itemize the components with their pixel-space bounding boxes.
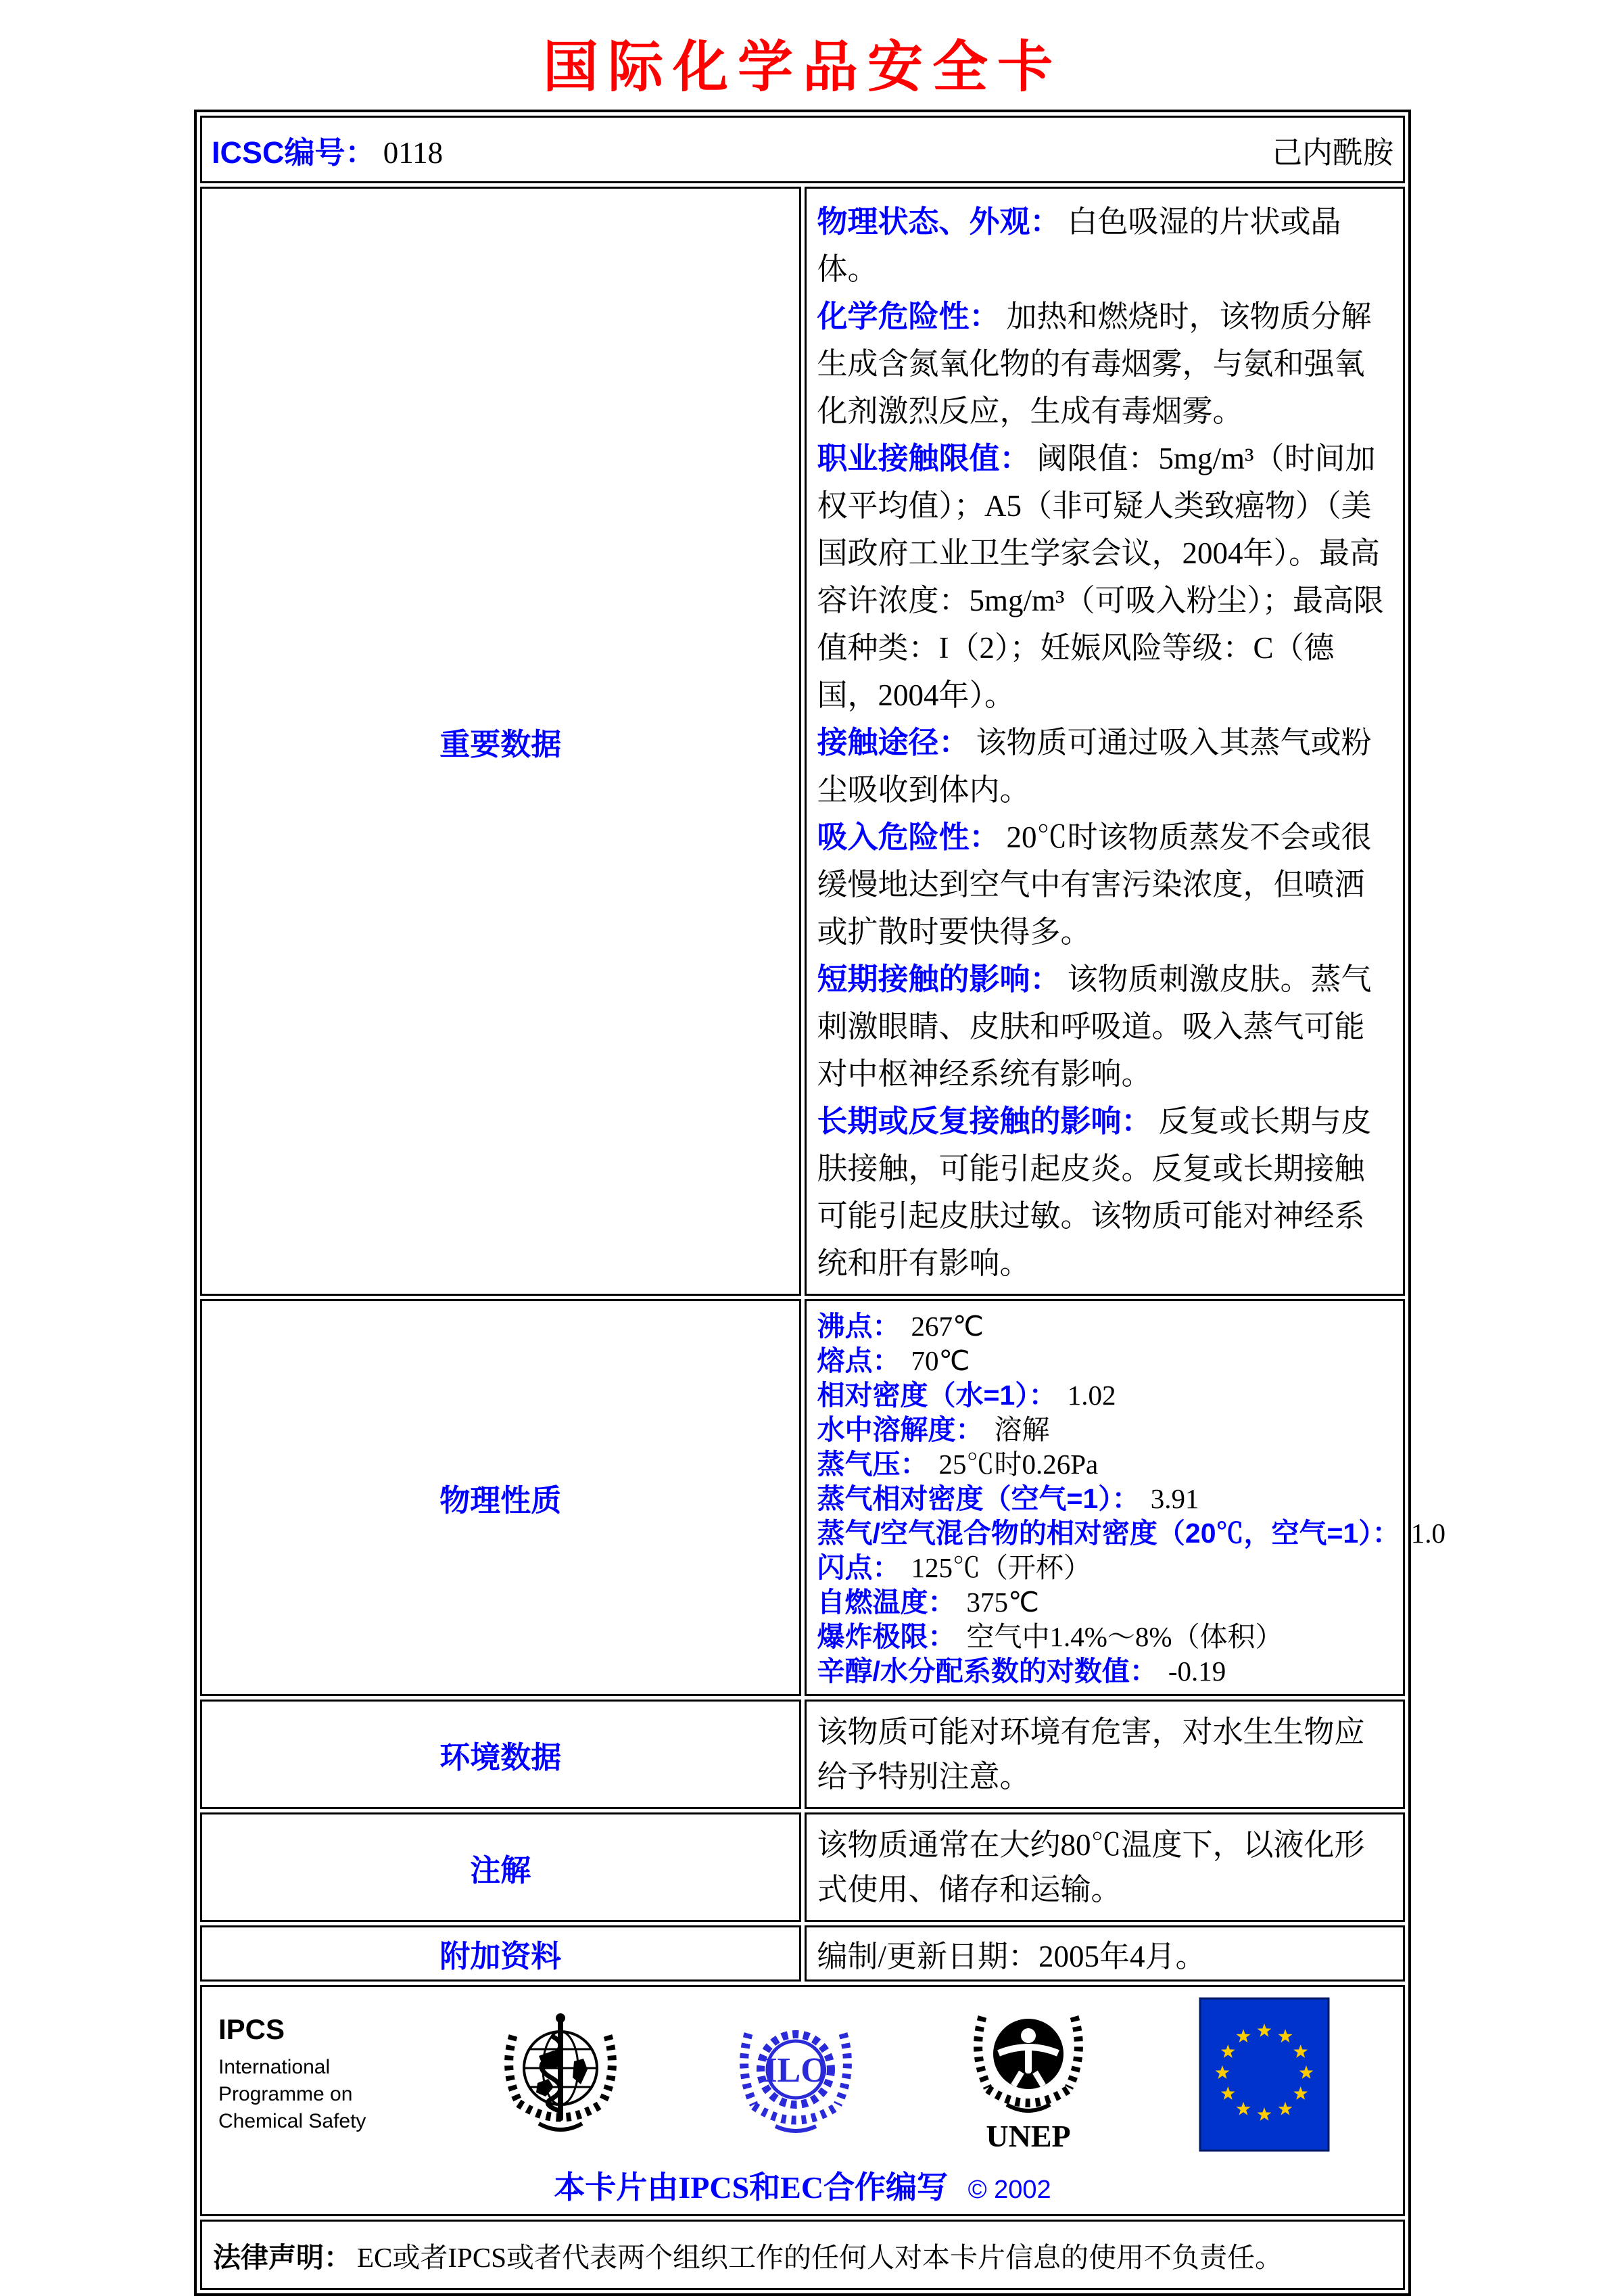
ilo-letters: ILO (763, 2051, 828, 2090)
phys-value: 1.02 (1067, 1380, 1116, 1411)
phys-value: 溶解 (994, 1414, 1050, 1445)
phys-label: 爆炸极限： (817, 1621, 956, 1652)
legal-notice-row (200, 2220, 1405, 2290)
item-label: 接触途径： (817, 725, 970, 759)
ipcs-line: Programme on (218, 2083, 353, 2105)
item-label: 长期或反复接触的影响： (817, 1104, 1152, 1138)
phys-line (817, 1620, 1393, 1654)
important-item (817, 956, 1393, 1098)
item-text: 20℃时该物质蒸发不会或很缓慢地达到空气中有害污染浓度，但喷洒或扩散时要快得多。 (817, 820, 1372, 949)
eu-flag-icon (1200, 1998, 1329, 2151)
phys-label: 熔点： (817, 1345, 901, 1376)
icsc-number-label: ICSC编号： (212, 135, 376, 170)
logos-row (200, 1985, 1405, 2216)
phys-line (817, 1413, 1393, 1447)
ipcs-line: International (218, 2056, 331, 2078)
phys-line (817, 1344, 1393, 1378)
row-label-additional-info: 附加资料 (200, 1925, 801, 1982)
legal-label: 法律声明： (213, 2241, 352, 2273)
phys-label: 蒸气相对密度（空气=1）： (817, 1483, 1140, 1514)
important-data-cell (805, 187, 1406, 1296)
unep-letters: UNEP (986, 2119, 1071, 2153)
ipcs-text-block (218, 2013, 387, 2135)
icsc-number-value: 0118 (383, 135, 444, 170)
phys-value: 70℃ (911, 1345, 970, 1376)
row-label-physical-properties: 物理性质 (200, 1299, 801, 1696)
important-item (817, 719, 1393, 814)
phys-value: 25℃时0.26Pa (938, 1449, 1099, 1480)
item-text: 反复或长期与皮肤接触，可能引起皮炎。反复或长期接触可能引起皮肤过敏。该物质可能对神经系统和肝有影响。 (817, 1104, 1372, 1280)
icsc-number-group (212, 128, 443, 172)
environment-data-cell: 该物质可能对环境有危害，对水生生物应给予特别注意。 (805, 1700, 1406, 1809)
item-text: 该物质刺激皮肤。蒸气刺激眼睛、皮肤和呼吸道。吸入蒸气可能对中枢神经系统有影响。 (817, 962, 1372, 1091)
header-row (200, 116, 1405, 183)
item-text: 该物质可通过吸入其蒸气或粉尘吸收到体内。 (817, 726, 1372, 807)
phys-value: 375℃ (966, 1587, 1040, 1618)
row-label-environment-data: 环境数据 (200, 1700, 801, 1809)
phys-line (817, 1447, 1393, 1482)
notes-cell: 该物质通常在大约80℃温度下，以液化形式使用、储存和运输。 (805, 1812, 1406, 1922)
footer-caption (202, 2163, 1403, 2207)
item-label: 吸入危险性： (817, 820, 1000, 854)
phys-label: 闪点： (817, 1552, 901, 1583)
item-label: 短期接触的影响： (817, 962, 1061, 996)
phys-value: 空气中1.4%～8%（体积） (966, 1621, 1283, 1652)
ipcs-acronym: IPCS (218, 2013, 285, 2045)
phys-line (817, 1309, 1393, 1344)
physical-properties-cell (805, 1299, 1445, 1696)
important-item (817, 435, 1393, 719)
additional-info-cell: 编制/更新日期：2005年4月。 (805, 1925, 1406, 1982)
row-label-important-data: 重要数据 (200, 187, 801, 1296)
item-label: 化学危险性： (817, 299, 1000, 333)
important-item (817, 1098, 1393, 1287)
phys-value: 125℃（开杯） (911, 1552, 1091, 1583)
unep-logo-icon (967, 1996, 1089, 2152)
phys-value: -0.19 (1168, 1656, 1226, 1687)
important-item (817, 814, 1393, 956)
icsc-card-table (194, 110, 1445, 2296)
phys-line (817, 1482, 1393, 1516)
ilo-logo-icon (735, 2010, 857, 2138)
item-label: 物理状态、外观： (817, 204, 1061, 239)
who-logo-icon (498, 2009, 623, 2140)
phys-line (817, 1378, 1393, 1413)
phys-label: 自燃温度： (817, 1587, 956, 1618)
chemical-name: 己内酰胺 (1271, 135, 1393, 170)
legal-text: EC或者IPCS或者代表两个组织工作的任何人对本卡片信息的使用不负责任。 (357, 2241, 1283, 2273)
caption-text: 本卡片由IPCS和EC合作编写 (554, 2170, 949, 2205)
phys-line (817, 1585, 1393, 1620)
phys-value: 3.91 (1150, 1483, 1199, 1514)
phys-label: 水中溶解度： (817, 1414, 984, 1445)
page-title: 国际化学品安全卡 (542, 37, 1062, 98)
item-text: 阈限值：5mg/m³（时间加权平均值）；A5（非可疑人类致癌物）（美国政府工业卫生学家会议，2004年）。最高容许浓度：5mg/m³（可吸入粉尘）；最高限值种类：I（2）；妊娠风险等级：C（德国，2004年）。 (817, 442, 1384, 712)
phys-label: 沸点： (817, 1311, 901, 1342)
phys-label: 相对密度（水=1）： (817, 1380, 1057, 1411)
phys-label: 蒸气压： (817, 1449, 928, 1480)
phys-value: 267℃ (911, 1311, 984, 1342)
item-text: 白色吸湿的片状或晶体。 (817, 205, 1341, 286)
phys-label: 辛醇/水分配系数的对数值： (817, 1656, 1157, 1687)
ipcs-line: Chemical Safety (218, 2110, 366, 2132)
important-item (817, 293, 1393, 435)
phys-value: 1.0 (1410, 1518, 1445, 1549)
phys-line (817, 1654, 1393, 1689)
phys-line (817, 1551, 1393, 1585)
row-label-notes: 注解 (200, 1812, 801, 1922)
caption-copyright: © 2002 (967, 2176, 1051, 2204)
phys-line (817, 1516, 1445, 1551)
important-item (817, 198, 1393, 293)
item-label: 职业接触限值： (817, 441, 1030, 475)
item-text: 加热和燃烧时，该物质分解生成含氮氧化物的有毒烟雾，与氨和强氧化剂激烈反应，生成有毒烟雾。 (817, 300, 1372, 428)
phys-label: 蒸气/空气混合物的相对密度（20℃，空气=1）： (817, 1518, 1400, 1549)
